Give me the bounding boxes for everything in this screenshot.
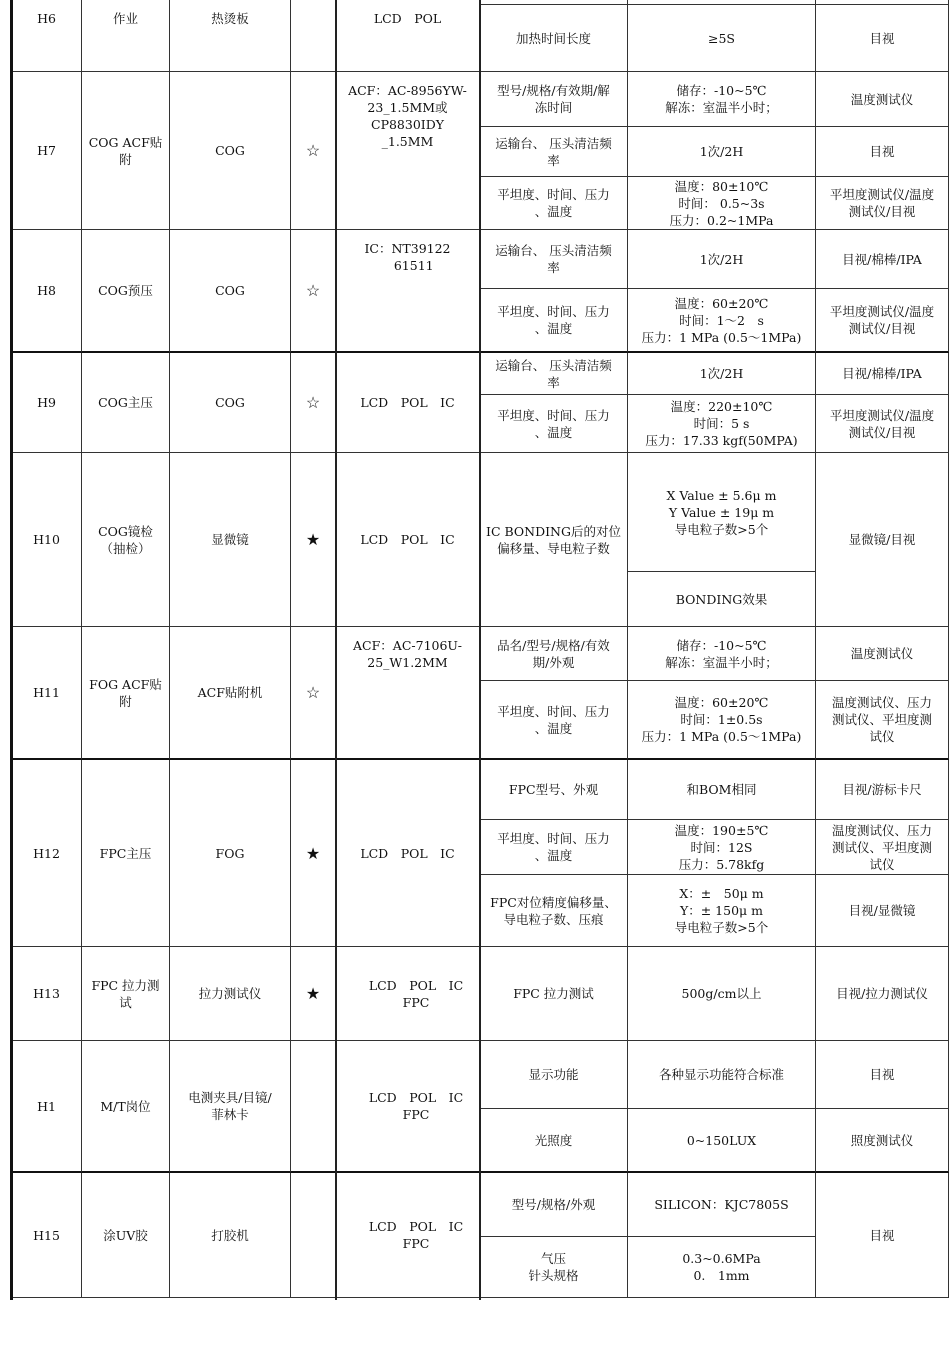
process-name: COG预压 [82,230,170,353]
check-item: 运输台、 压头清洁频 率 [480,127,628,177]
material: ACF：AC-7106U- 25_W1.2MM [336,627,480,760]
column-divider [335,0,337,1300]
inspection-tool: 目视/棉棒/IPA [816,230,949,289]
material: LCD POL IC FPC [336,947,480,1041]
check-item: FPC 拉力测试 [480,947,628,1041]
inspection-tool: 温度测试仪 [816,72,949,127]
material: LCD POL IC FPC [336,1041,480,1173]
check-item: 平坦度、时间、压力 、温度 [480,395,628,453]
inspection-tool: 显微镜/目视 [816,453,949,627]
check-item: 型号/规格/有效期/解 冻时间 [480,72,628,127]
inspection-tool: 照度测试仪 [816,1109,949,1173]
spec-value: X Value ± 5.6μ m Y Value ± 19μ m 导电粒子数>5个 [628,453,816,572]
process-name: COG主压 [82,353,170,453]
inspection-tool: 目视/游标卡尺 [816,760,949,820]
spec-value: 储存：-10~5℃ 解冻：室温半小时； [628,627,816,681]
inspection-tool: 目视/棉棒/IPA [816,353,949,395]
spec-value: X：± 50μ m Y：± 150μ m 导电粒子数>5个 [628,875,816,947]
spec-value: 温度：80±10℃ 时间： 0.5~3s 压力：0.2~1MPa [628,177,816,230]
column-divider [479,0,481,1300]
inspection-tool: 温度测试仪、压力 测试仪、平坦度测 试仪 [816,681,949,760]
key-mark: ☆ [291,72,336,230]
inspection-tool: 目视 [816,1173,949,1298]
check-item: IC BONDING后的对位 偏移量、导电粒子数 [480,453,628,627]
process-name: COG镜检 （抽检） [82,453,170,627]
process-name: 作业 [82,0,170,72]
spec-value: SILICON：KJC7805S [628,1173,816,1237]
equipment: COG [170,353,291,453]
inspection-tool: 目视/显微镜 [816,875,949,947]
inspection-tool: 目视 [816,5,949,72]
spec-value: 温度：60±20℃ 时间：1～2 s 压力：1 MPa (0.5～1MPa) [628,289,816,353]
inspection-tool: 温度测试仪、压力 测试仪、平坦度测 试仪 [816,820,949,875]
equipment: COG [170,230,291,353]
row-id: H10 [12,453,82,627]
row-id: H7 [12,72,82,230]
equipment: 打胶机 [170,1173,291,1298]
check-item: 光照度 [480,1109,628,1173]
row-id: H11 [12,627,82,760]
row-id: H9 [12,353,82,453]
process-name: COG ACF贴附 [82,72,170,230]
material: LCD POL IC FPC [336,1173,480,1298]
key-mark: ★ [291,947,336,1041]
check-item: 运输台、 压头清洁频 率 [480,230,628,289]
spec-value: BONDING效果 [628,572,816,627]
check-item: 平坦度、时间、压力 、温度 [480,177,628,230]
spec-value: ≥5S [628,5,816,72]
equipment: 电测夹具/目镜/ 菲林卡 [170,1041,291,1173]
material: IC：NT39122 61511 [336,230,480,353]
spec-value: 0~150LUX [628,1109,816,1173]
check-item: FPC对位精度偏移量、 导电粒子数、压痕 [480,875,628,947]
row-id: H12 [12,760,82,947]
process-name: 涂UV胶 [82,1173,170,1298]
inspection-tool: 平坦度测试仪/温度 测试仪/目视 [816,177,949,230]
check-item: 加热时间长度 [480,5,628,72]
key-mark [291,1173,336,1298]
material: LCD POL [336,0,480,72]
check-item: 气压 针头规格 [480,1237,628,1298]
equipment: 拉力测试仪 [170,947,291,1041]
key-mark: ☆ [291,353,336,453]
inspection-tool: 平坦度测试仪/温度 测试仪/目视 [816,289,949,353]
inspection-tool: 温度测试仪 [816,627,949,681]
spec-value: 温度：190±5℃ 时间：12S 压力：5.78kfg [628,820,816,875]
process-name: M/T岗位 [82,1041,170,1173]
check-item: 显示功能 [480,1041,628,1109]
check-item: 型号/规格/外观 [480,1173,628,1237]
key-mark [291,0,336,72]
inspection-tool: 目视 [816,1041,949,1109]
equipment: FOG [170,760,291,947]
process-name: FOG ACF贴附 [82,627,170,760]
key-mark: ★ [291,760,336,947]
equipment: 热烫板 [170,0,291,72]
spec-value: 温度：220±10℃ 时间：5 s 压力：17.33 kgf(50MPA) [628,395,816,453]
spec-value: 500g/cm以上 [628,947,816,1041]
key-mark: ★ [291,453,336,627]
check-item: 运输台、 压头清洁频 率 [480,353,628,395]
material: LCD POL IC [336,453,480,627]
table-left-border [10,0,13,1300]
check-item: 品名/型号/规格/有效 期/外观 [480,627,628,681]
inspection-tool: 目视/拉力测试仪 [816,947,949,1041]
row-id: H13 [12,947,82,1041]
key-mark [291,1041,336,1173]
check-item: 平坦度、时间、压力 、温度 [480,820,628,875]
spec-value: 1次/2H [628,353,816,395]
row-id: H8 [12,230,82,353]
key-mark: ☆ [291,627,336,760]
material: LCD POL IC [336,353,480,453]
inspection-tool: 目视 [816,127,949,177]
spec-value: 1次/2H [628,127,816,177]
row-id: H1 [12,1041,82,1173]
inspection-tool: 平坦度测试仪/温度 测试仪/目视 [816,395,949,453]
check-item: FPC型号、外观 [480,760,628,820]
material: ACF：AC-8956YW- 23_1.5MM或 CP8830IDY _1.5MM [336,72,480,230]
spec-value: 各种显示功能符合标准 [628,1041,816,1109]
spec-value: 储存：-10~5℃ 解冻：室温半小时； [628,72,816,127]
process-name: FPC 拉力测 试 [82,947,170,1041]
key-mark: ☆ [291,230,336,353]
row-id: H6 [12,0,82,72]
spec-value: 1次/2H [628,230,816,289]
equipment: ACF贴附机 [170,627,291,760]
spec-value: 0.3~0.6MPa 0. 1mm [628,1237,816,1298]
check-item: 平坦度、时间、压力 、温度 [480,289,628,353]
spec-value: 温度：60±20℃ 时间：1±0.5s 压力：1 MPa (0.5～1MPa) [628,681,816,760]
spec-value: 和BOM相同 [628,760,816,820]
process-name: FPC主压 [82,760,170,947]
equipment: COG [170,72,291,230]
equipment: 显微镜 [170,453,291,627]
check-item: 平坦度、时间、压力 、温度 [480,681,628,760]
row-id: H15 [12,1173,82,1298]
material: LCD POL IC [336,760,480,947]
